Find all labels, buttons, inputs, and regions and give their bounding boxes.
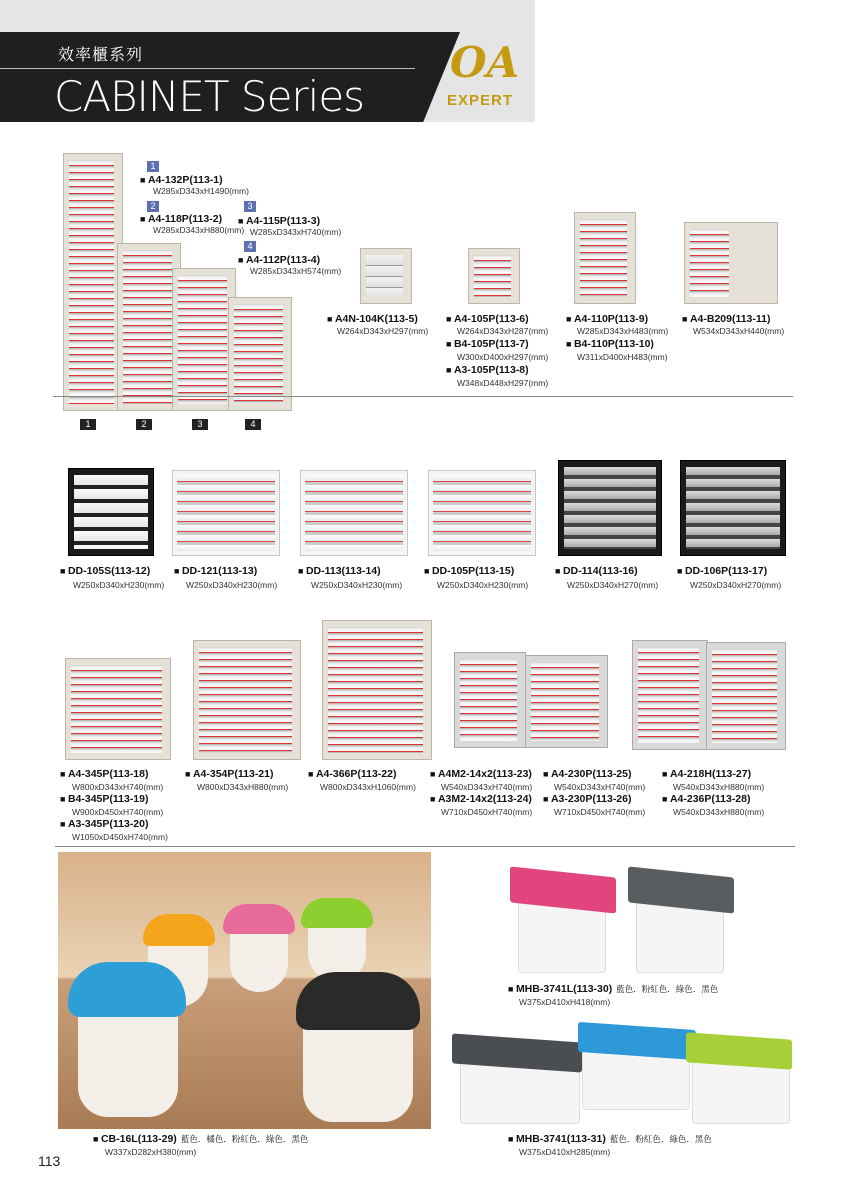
product-dimensions: W264xD343xH287(mm) <box>457 326 549 336</box>
product-dimensions: W285xD343xH1490(mm) <box>153 186 249 196</box>
section-divider <box>53 396 793 397</box>
tray-image-dd-106p <box>680 460 786 556</box>
product-dimensions: W250xD340xH230(mm) <box>73 580 165 590</box>
product-dimensions: W900xD450xH740(mm) <box>72 807 164 817</box>
cabinet-image-a4-354p <box>193 640 301 760</box>
cabinet-number: 3 <box>192 419 208 430</box>
brand-logo-text: EXPERT <box>447 92 514 109</box>
item-badge: 2 <box>147 201 159 212</box>
product-dimensions: W540xD343xH880(mm) <box>673 782 765 792</box>
product-name: ■ DD-106P(113-17) <box>677 565 767 577</box>
cabinet-image-a4-345p <box>65 658 171 760</box>
product-dimensions: W285xD343xH880(mm) <box>153 225 245 235</box>
cabinet-image-a4-218h-left <box>632 640 708 750</box>
item-badge: 3 <box>244 201 256 212</box>
cabinet-number: 1 <box>80 419 96 430</box>
product-dimensions: W250xD340xH270(mm) <box>567 580 659 590</box>
product-dimensions: W285xD343xH483(mm) <box>577 326 669 336</box>
cabinet-image-a4-110p <box>574 212 636 304</box>
cabinet-number: 4 <box>245 419 261 430</box>
product-name: ■ DD-114(113-16) <box>555 565 638 577</box>
cabinet-image-a4-115p <box>172 268 236 411</box>
page-number: 113 <box>38 1153 61 1169</box>
item-badge: 1 <box>147 161 159 172</box>
product-name: ■ DD-113(113-14) <box>298 565 381 577</box>
product-name: ■ A4-230P(113-25) <box>543 768 632 780</box>
product-name: ■ A4-112P(113-4) <box>238 254 320 266</box>
product-dimensions: W375xD410xH418(mm) <box>519 997 611 1007</box>
cabinet-image-a4-105p <box>468 248 520 304</box>
header-divider <box>0 68 415 69</box>
product-name: ■ A4-118P(113-2) <box>140 213 222 225</box>
color-options: 藍色．粉紅色．綠色．黑色 <box>616 984 719 994</box>
tray-image-dd-114 <box>558 460 662 556</box>
cabinet-image-a4m2-left <box>454 652 526 748</box>
product-name: ■ MHB-3741L(113-30) 藍色．粉紅色．綠色．黑色 <box>508 983 718 995</box>
product-name: ■ A4-354P(113-21) <box>185 768 274 780</box>
product-name: ■ A3-105P(113-8) <box>446 364 529 376</box>
cabinet-number: 2 <box>136 419 152 430</box>
cabinet-image-a4m2-right <box>525 655 608 748</box>
cabinet-image-a4-366p <box>322 620 432 760</box>
product-dimensions: W348xD448xH297(mm) <box>457 378 549 388</box>
stool-lid-pink <box>223 904 295 934</box>
product-name: ■ A4-345P(113-18) <box>60 768 149 780</box>
product-name: ■ DD-105S(113-12) <box>60 565 150 577</box>
tray-image-dd-121 <box>172 470 280 556</box>
cabinet-image-a4n-104k <box>360 248 412 304</box>
tray-image-dd-105s <box>68 468 154 556</box>
product-name: ■ A4M2-14x2(113-23) <box>430 768 532 780</box>
product-name: ■ A4-105P(113-6) <box>446 313 529 325</box>
product-dimensions: W710xD450xH740(mm) <box>441 807 533 817</box>
product-name: ■ A4-B209(113-11) <box>682 313 771 325</box>
product-name: ■ DD-121(113-13) <box>174 565 257 577</box>
product-dimensions: W375xD410xH285(mm) <box>519 1147 611 1157</box>
section-divider <box>55 846 795 847</box>
product-dimensions: W540xD343xH880(mm) <box>673 807 765 817</box>
product-dimensions: W534xD343xH440(mm) <box>693 326 785 336</box>
stool-blue <box>78 1002 178 1117</box>
product-name: ■ DD-105P(113-15) <box>424 565 514 577</box>
product-name: ■ A4-132P(113-1) <box>140 174 223 186</box>
product-name: ■ A4-115P(113-3) <box>238 215 320 227</box>
stool-lid-blue <box>68 962 186 1017</box>
product-name: ■ B4-105P(113-7) <box>446 338 529 350</box>
item-badge: 4 <box>244 241 256 252</box>
product-dimensions: W285xD343xH740(mm) <box>250 227 342 237</box>
product-dimensions: W250xD340xH230(mm) <box>437 580 529 590</box>
product-name: ■ A3-345P(113-20) <box>60 818 149 830</box>
product-dimensions: W300xD400xH297(mm) <box>457 352 549 362</box>
product-dimensions: W710xD450xH740(mm) <box>554 807 646 817</box>
product-name: ■ A3M2-14x2(113-24) <box>430 793 532 805</box>
product-dimensions: W285xD343xH574(mm) <box>250 266 342 276</box>
tray-image-dd-113 <box>300 470 408 556</box>
product-name: ■ B4-110P(113-10) <box>566 338 654 350</box>
series-title-english: CABINET Series <box>54 72 365 121</box>
cabinet-image-a4-132p <box>63 153 123 411</box>
stool-lid-green <box>301 898 373 928</box>
product-dimensions: W250xD340xH270(mm) <box>690 580 782 590</box>
stool-photo <box>58 852 431 1129</box>
product-dimensions: W250xD340xH230(mm) <box>186 580 278 590</box>
product-name: ■ A4-110P(113-9) <box>566 313 648 325</box>
cabinet-image-a4-218h-right <box>706 642 786 750</box>
cabinet-image-a4-b209 <box>684 222 778 304</box>
product-name: ■ B4-345P(113-19) <box>60 793 149 805</box>
stool-lid-orange <box>143 914 215 946</box>
product-name: ■ A4N-104K(113-5) <box>327 313 418 325</box>
product-name: ■ A4-236P(113-28) <box>662 793 751 805</box>
stool-lid-black <box>296 972 420 1030</box>
product-dimensions: W250xD340xH230(mm) <box>311 580 403 590</box>
product-name: ■ MHB-3741(113-31) 藍色．粉紅色．綠色．黑色 <box>508 1133 712 1145</box>
product-dimensions: W337xD282xH380(mm) <box>105 1147 197 1157</box>
cabinet-image-a4-112p <box>228 297 292 411</box>
product-dimensions: W540xD343xH740(mm) <box>554 782 646 792</box>
product-name: ■ A4-366P(113-22) <box>308 768 397 780</box>
product-name: ■ CB-16L(113-29) 藍色．橘色．粉紅色．綠色．黑色 <box>93 1133 308 1145</box>
color-options: 藍色．粉紅色．綠色．黑色 <box>609 1134 712 1144</box>
color-options: 藍色．橘色．粉紅色．綠色．黑色 <box>180 1134 309 1144</box>
product-dimensions: W800xD343xH740(mm) <box>72 782 164 792</box>
product-dimensions: W311xD400xH483(mm) <box>577 352 668 362</box>
product-dimensions: W1050xD450xH740(mm) <box>72 832 168 842</box>
series-title-chinese: 效率櫃系列 <box>58 47 144 64</box>
product-dimensions: W540xD343xH740(mm) <box>441 782 533 792</box>
tray-image-dd-105p <box>428 470 536 556</box>
product-dimensions: W800xD343xH1060(mm) <box>320 782 416 792</box>
product-name: ■ A3-230P(113-26) <box>543 793 632 805</box>
product-name: ■ A4-218H(113-27) <box>662 768 751 780</box>
product-dimensions: W800xD343xH880(mm) <box>197 782 289 792</box>
brand-logo-mark: OA <box>450 38 520 87</box>
product-dimensions: W264xD343xH297(mm) <box>337 326 429 336</box>
